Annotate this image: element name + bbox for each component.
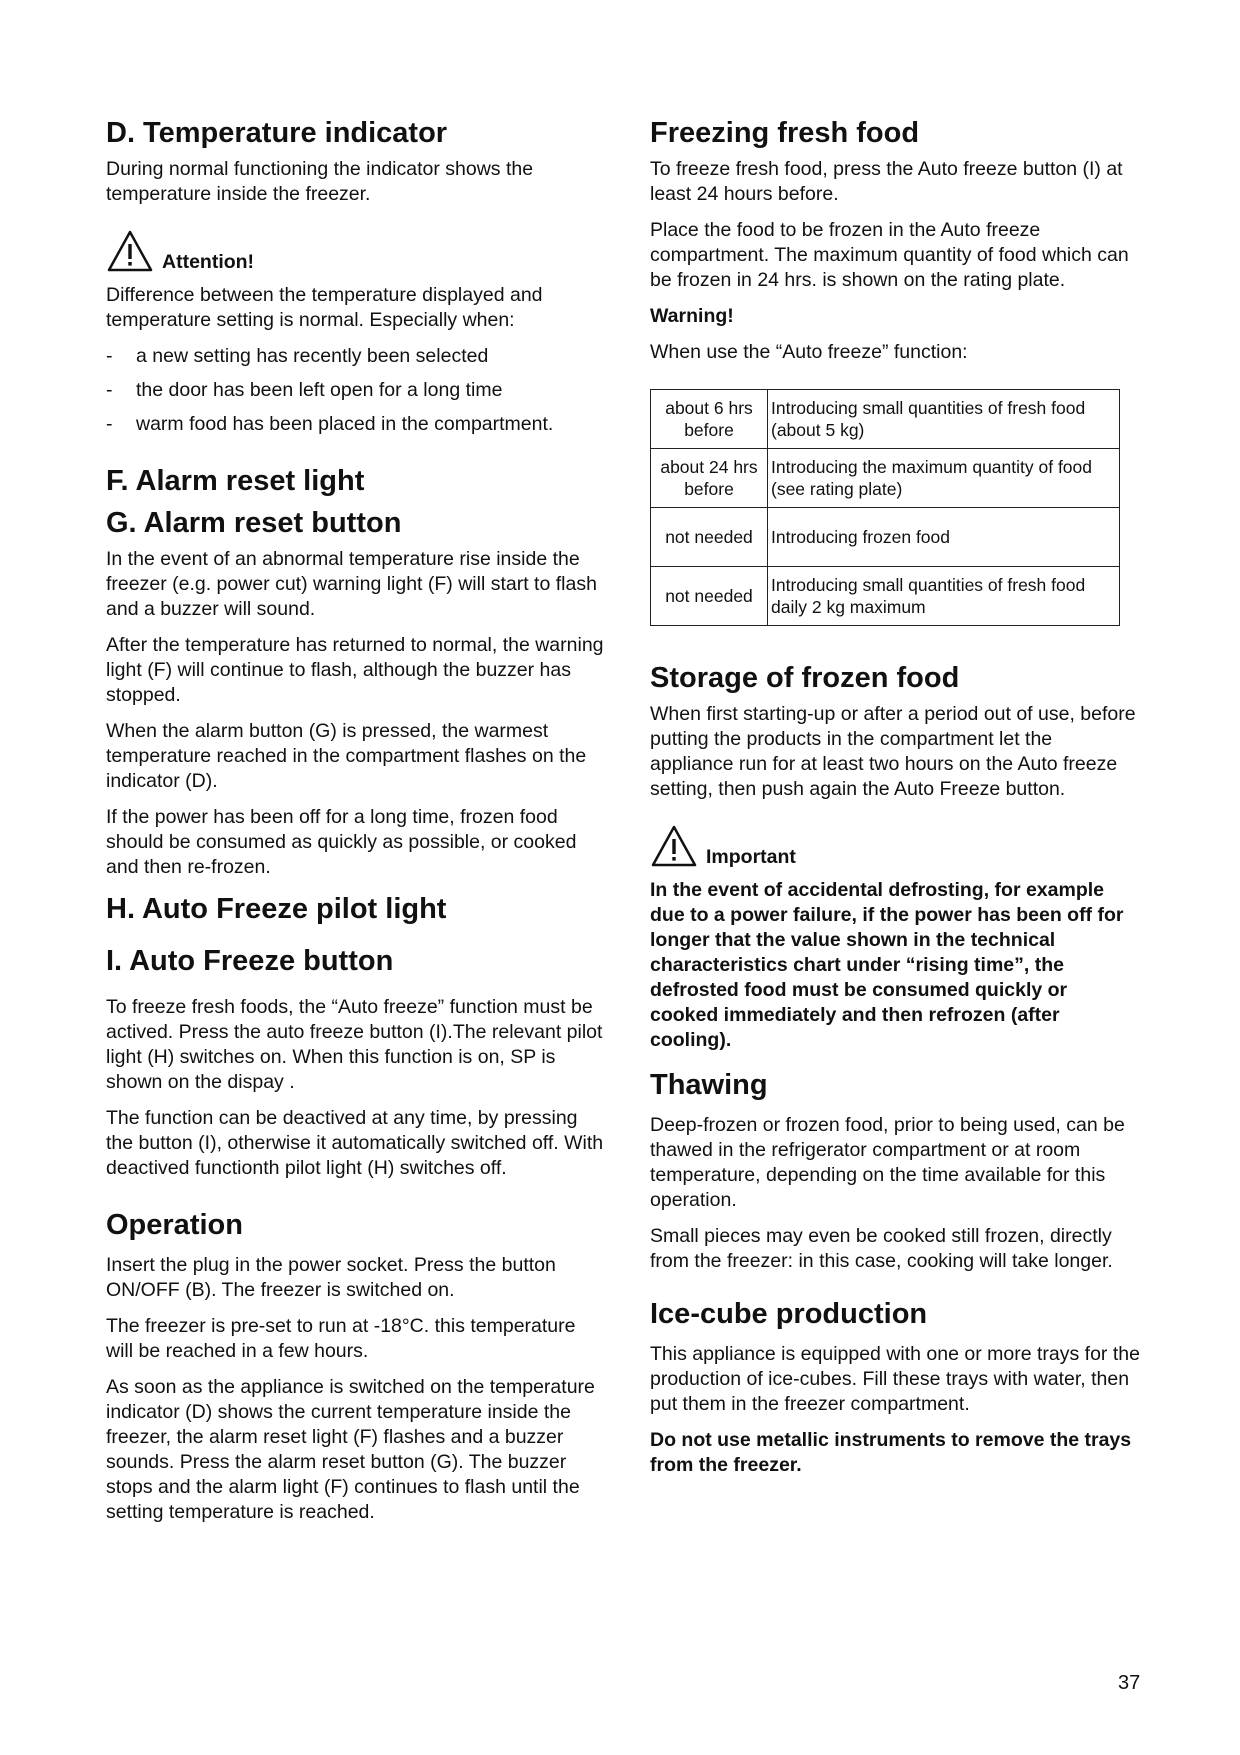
alarm-paragraph-4: If the power has been off for a long time, frozen food should be consumed as quickly as possible, or cooked and then re-frozen. — [106, 806, 577, 878]
ice-cube-paragraph-2: Do not use metallic instruments to remove the trays from the freezer. — [650, 1429, 1132, 1476]
auto-freeze-pilot-light-heading: H. Auto Freeze pilot light — [106, 893, 447, 925]
table-cell-what: Introducing the maximum quantity of food (see rating plate) — [768, 449, 1120, 508]
auto-freeze-paragraph-1: To freeze fresh foods, the “Auto freeze” function must be actived. Press the auto freeze button (I).The relevant pilot light (H) switches on. When this function is on, SP is shown on the dispay . — [106, 996, 603, 1093]
page-number: 37 — [1118, 1672, 1141, 1694]
attention-list — [106, 344, 606, 437]
important-notice — [650, 824, 1140, 868]
attention-text: Difference between the temperature displayed and temperature setting is normal. Especially when: — [106, 284, 543, 331]
ice-cube-paragraph-1: This appliance is equipped with one or more trays for the production of ice-cubes. Fill these trays with water, then put them in the freezer compartment. — [650, 1343, 1140, 1415]
table-cell-when: about 6 hrs before — [651, 390, 768, 449]
freezing-paragraph-3: When use the “Auto freeze” function: — [650, 341, 968, 363]
warning-triangle-icon — [650, 824, 698, 868]
temperature-indicator-heading: D. Temperature indicator — [106, 117, 448, 149]
storage-paragraph-1: When first starting-up or after a period out of use, before putting the products in the compartment let the appliance run for at least two hours on the Auto freeze setting, then push again the Auto Freeze button. — [650, 703, 1136, 800]
warning-label: Warning! — [650, 305, 734, 327]
thawing-heading: Thawing — [650, 1069, 768, 1101]
thawing-paragraph-1: Deep-frozen or frozen food, prior to being used, can be thawed in the refrigerator compartment or at room temperature, depending on the time available for this operation. — [650, 1114, 1125, 1211]
operation-paragraph-3: As soon as the appliance is switched on the temperature indicator (D) shows the current temperature inside the freezer, the alarm reset light (F) flashes and a buzzer sounds. Press the alarm reset button (G). The buzzer stops and the alarm light (F) continues to flash until the setting temperature is reached. — [106, 1376, 595, 1523]
table-row — [651, 567, 1120, 626]
freezing-paragraph-1: To freeze fresh food, press the Auto freeze button (I) at least 24 hours before. — [650, 158, 1123, 205]
storage-heading: Storage of frozen food — [650, 662, 960, 694]
ice-cube-heading: Ice-cube production — [650, 1298, 928, 1330]
alarm-paragraph-3: When the alarm button (G) is pressed, the warmest temperature reached in the compartment flashes on the indicator (D). — [106, 720, 587, 792]
auto-freeze-table — [650, 389, 1120, 626]
dash-marker: - — [106, 413, 113, 435]
thawing-paragraph-2: Small pieces may even be cooked still frozen, directly from the freezer: in this case, cooking will take longer. — [650, 1225, 1113, 1272]
dash-marker: - — [106, 379, 113, 401]
table-cell-when: not needed — [651, 567, 768, 626]
alarm-paragraph-2: After the temperature has returned to normal, the warning light (F) will continue to flash, although the buzzer has stopped. — [106, 634, 604, 706]
important-text: In the event of accidental defrosting, for example due to a power failure, if the power has been off for longer that the value shown in the technical characteristics chart under “rising time”, the defrosted food must be consumed quickly or cooked immediately and then refrozen (after cooling). — [650, 879, 1124, 1051]
list-item: - the door has been left open for a long time — [106, 379, 503, 401]
table-row — [651, 390, 1120, 449]
table-cell-when: about 24 hrs before — [651, 449, 768, 508]
table-row — [651, 508, 1120, 567]
table-cell-what: Introducing small quantities of fresh food (about 5 kg) — [768, 390, 1120, 449]
attention-notice — [106, 229, 606, 273]
table-cell-when: not needed — [651, 508, 768, 567]
operation-heading: Operation — [106, 1209, 243, 1241]
important-label: Important — [706, 846, 796, 868]
freezing-fresh-food-heading: Freezing fresh food — [650, 117, 920, 149]
alarm-reset-light-heading: F. Alarm reset light — [106, 465, 365, 497]
alarm-reset-button-heading: G. Alarm reset button — [106, 507, 402, 539]
dash-marker: - — [106, 345, 113, 367]
table-cell-what: Introducing frozen food — [768, 508, 1120, 567]
alarm-paragraph-1: In the event of an abnormal temperature rise inside the freezer (e.g. power cut) warning light (F) will start to flash and a buzzer will sound. — [106, 548, 597, 620]
list-item: - warm food has been placed in the compartment. — [106, 413, 554, 435]
right-column — [650, 115, 1140, 1489]
freezing-paragraph-2: Place the food to be frozen in the Auto freeze compartment. The maximum quantity of food which can be frozen in 24 hrs. is shown on the rating plate. — [650, 219, 1129, 291]
auto-freeze-paragraph-2: The function can be deactived at any time, by pressing the button (I), otherwise it automatically switched off. With deactived functionth pilot light (H) switches off. — [106, 1107, 604, 1179]
warning-triangle-icon — [106, 229, 154, 273]
temperature-indicator-text: During normal functioning the indicator shows the temperature inside the freezer. — [106, 158, 534, 205]
list-item: - a new setting has recently been selected — [106, 345, 489, 367]
left-column — [106, 115, 606, 1536]
table-row — [651, 449, 1120, 508]
attention-label: Attention! — [162, 251, 255, 273]
auto-freeze-button-heading: I. Auto Freeze button — [106, 945, 394, 977]
operation-paragraph-1: Insert the plug in the power socket. Press the button ON/OFF (B). The freezer is switched on. — [106, 1254, 556, 1301]
table-cell-what: Introducing small quantities of fresh food daily 2 kg maximum — [768, 567, 1120, 626]
operation-paragraph-2: The freezer is pre-set to run at -18°C. this temperature will be reached in a few hours. — [106, 1315, 576, 1362]
